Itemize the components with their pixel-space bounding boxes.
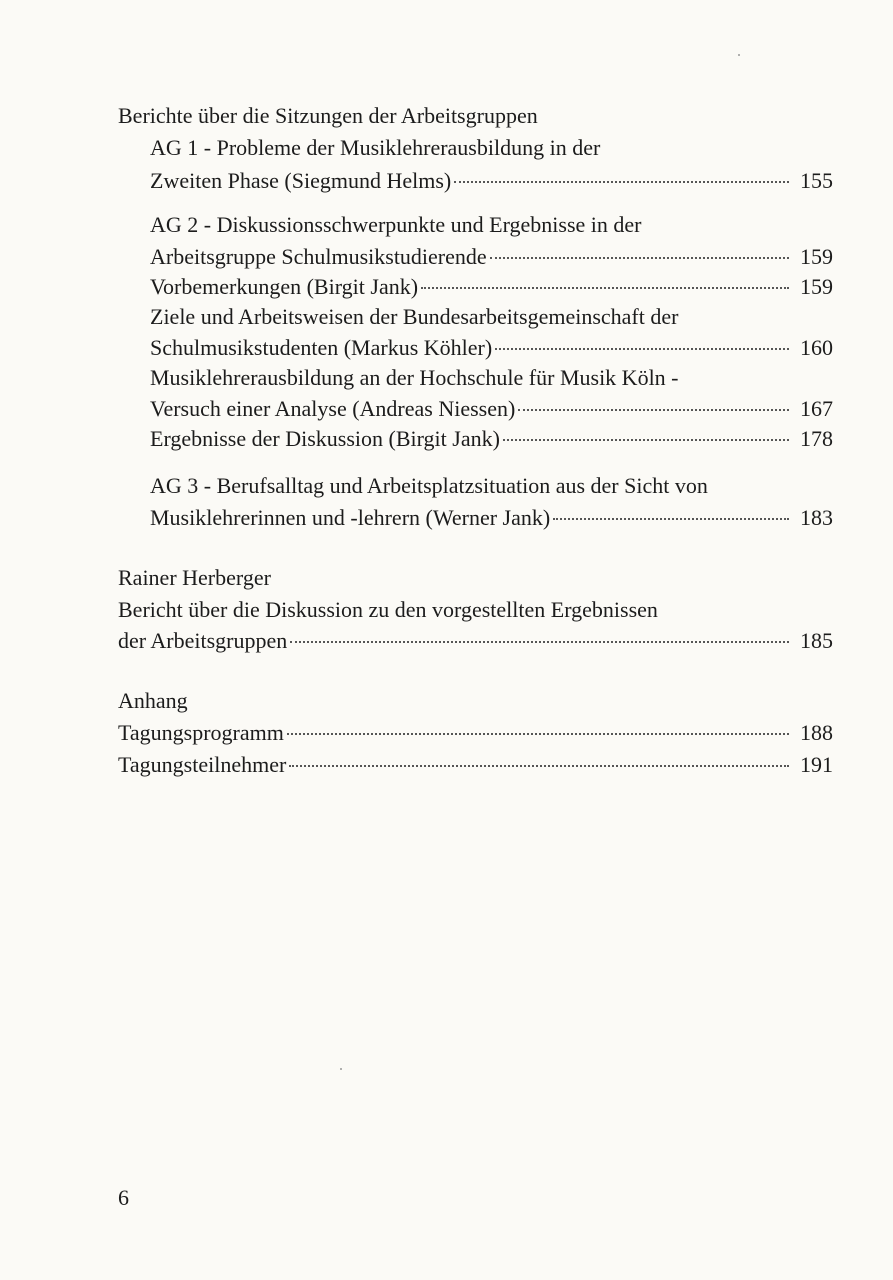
paper-speck xyxy=(738,54,740,56)
toc-author: Rainer Herberger xyxy=(118,565,271,590)
toc-page-number: 160 xyxy=(800,335,833,360)
toc-page-number: 155 xyxy=(800,168,833,193)
toc-entry-ziele xyxy=(150,332,833,364)
toc-entry-tagungsprogramm xyxy=(118,717,833,749)
toc-entry-text: Tagungsprogramm xyxy=(118,720,284,745)
toc-koeln-title: Musiklehrerausbildung an der Hochschule für Musik Köln - xyxy=(150,365,679,390)
toc-page-number: 178 xyxy=(800,426,833,451)
toc-entry-text: Schulmusikstudenten (Markus Köhler) xyxy=(150,335,493,360)
toc-entry-text: Versuch einer Analyse (Andreas Niessen) xyxy=(150,396,516,421)
toc-page-number: 159 xyxy=(800,244,833,269)
toc-entry-koeln xyxy=(150,393,833,425)
paper-speck xyxy=(340,1068,342,1070)
toc-entry-text: Tagungsteilnehmer xyxy=(118,752,287,777)
dot-leader xyxy=(495,348,789,350)
toc-entry-vorbemerkungen xyxy=(150,271,833,303)
toc-page-number: 188 xyxy=(800,720,833,745)
toc-ziele-title: Ziele und Arbeitsweisen der Bundesarbeitsgemeinschaft der xyxy=(150,304,679,329)
toc-entry-ergebnisse xyxy=(150,423,833,455)
toc-page-number: 167 xyxy=(800,396,833,421)
dot-leader xyxy=(287,733,789,735)
toc-page-number: 183 xyxy=(800,505,833,530)
dot-leader xyxy=(290,641,789,643)
toc-entry-text: Ergebnisse der Diskussion (Birgit Jank) xyxy=(150,426,500,451)
toc-entry-bericht xyxy=(118,625,833,657)
toc-entry-ag3 xyxy=(150,502,833,534)
toc-entry-text: Musiklehrerinnen und -lehrern (Werner Jank) xyxy=(150,505,551,530)
toc-entry-tagungsteilnehmer xyxy=(118,749,833,781)
toc-entry-text: der Arbeitsgruppen xyxy=(118,628,288,653)
toc-page-number: 159 xyxy=(800,274,833,299)
dot-leader xyxy=(454,181,789,183)
toc-ag3-title: AG 3 - Berufsalltag und Arbeitsplatzsituation aus der Sicht von xyxy=(150,473,708,498)
toc-page-number: 191 xyxy=(800,752,833,777)
dot-leader xyxy=(421,287,789,289)
toc-entry-text: Vorbemerkungen (Birgit Jank) xyxy=(150,274,419,299)
toc-ag1-title: AG 1 - Probleme der Musiklehrerausbildung in der xyxy=(150,135,601,160)
dot-leader xyxy=(503,439,789,441)
toc-entry-ag2 xyxy=(150,241,833,273)
toc-ag2-title: AG 2 - Diskussionsschwerpunkte und Ergebnisse in der xyxy=(150,212,642,237)
dot-leader xyxy=(289,765,789,767)
page-number: 6 xyxy=(118,1185,129,1210)
dot-leader xyxy=(490,257,789,259)
toc-entry-text: Arbeitsgruppe Schulmusikstudierende xyxy=(150,244,487,269)
toc-entry-ag1 xyxy=(150,165,833,197)
dot-leader xyxy=(553,518,789,520)
toc-report-title: Bericht über die Diskussion zu den vorgestellten Ergebnissen xyxy=(118,597,658,622)
dot-leader xyxy=(518,409,789,411)
toc-entry-text: Zweiten Phase (Siegmund Helms) xyxy=(150,168,452,193)
toc-section-heading: Berichte über die Sitzungen der Arbeitsgruppen xyxy=(118,103,538,128)
toc-appendix-heading: Anhang xyxy=(118,688,188,713)
toc-page-number: 185 xyxy=(800,628,833,653)
